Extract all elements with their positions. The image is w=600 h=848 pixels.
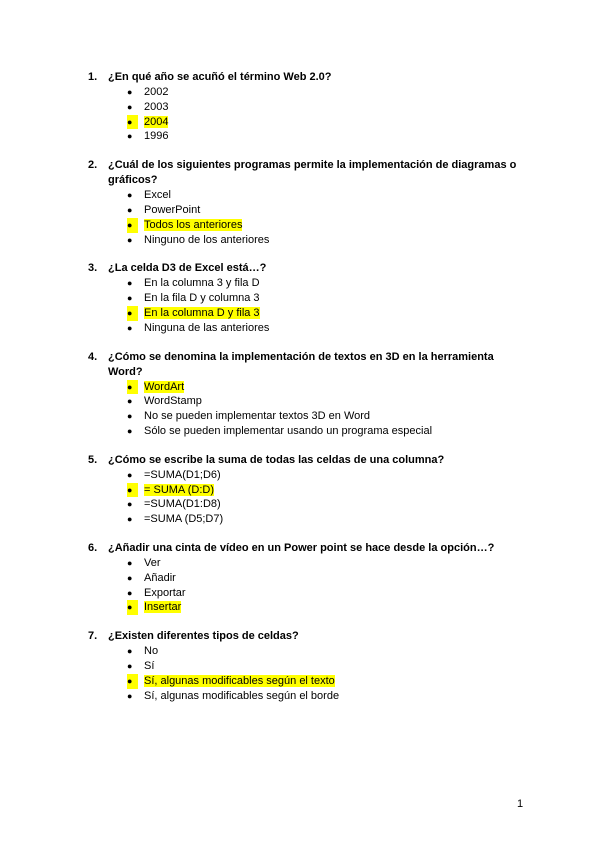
bullet-icon: ●: [127, 115, 138, 130]
bullet-icon: ●: [127, 278, 133, 289]
bullet-icon: ●: [127, 499, 133, 510]
answer-option: [0, 512, 600, 527]
bullet-icon: ●: [127, 514, 133, 525]
bullet-icon: ●: [127, 674, 138, 689]
answer-option-text: Sólo se pueden implementar usando un programa especial: [144, 424, 433, 437]
answer-option-highlighted: [0, 306, 600, 321]
bullet-icon: ●: [127, 101, 133, 112]
answer-option-text: Ninguna de las anteriores: [144, 321, 270, 334]
question-text: ¿Añadir una cinta de vídeo en un Power point se hace desde la opción…?: [108, 541, 495, 554]
answer-option-highlighted: [0, 380, 600, 395]
answer-option-text: Sí, algunas modificables según el borde: [144, 689, 340, 702]
question-text: ¿Existen diferentes tipos de celdas?: [108, 630, 299, 643]
bullet-icon: ●: [127, 557, 133, 568]
question-number: 7.: [88, 630, 98, 643]
answer-option: [0, 291, 600, 306]
question-4: [0, 350, 600, 439]
question-header: [0, 629, 600, 644]
question-text: ¿Cómo se denomina la implementación de textos en 3D en la herramienta Word?: [108, 350, 494, 378]
answer-option-text: 2003: [144, 100, 169, 113]
answer-option: [0, 689, 600, 704]
bullet-icon: ●: [127, 483, 138, 498]
answer-option-text: =SUMA (D5;D7): [144, 513, 224, 526]
answer-option-text: Ninguno de los anteriores: [144, 233, 270, 246]
bullet-icon: ●: [127, 131, 133, 142]
answer-option-text: En la columna D y fila 3: [144, 306, 260, 319]
answer-option: [0, 233, 600, 248]
answer-option: [0, 129, 600, 144]
bullet-icon: ●: [127, 587, 133, 598]
question-text: ¿La celda D3 de Excel está…?: [108, 262, 267, 275]
answer-option-highlighted: [0, 218, 600, 233]
answer-option-text: 1996: [144, 130, 169, 143]
bullet-icon: ●: [127, 234, 133, 245]
answer-option-text: = SUMA (D:D): [144, 483, 214, 496]
answer-options: [0, 276, 600, 335]
answer-option-text: WordArt: [144, 380, 185, 393]
bullet-icon: ●: [127, 411, 133, 422]
answer-option-text: No se pueden implementar textos 3D en Word: [144, 410, 371, 423]
answer-option: [0, 321, 600, 336]
question-number: 2.: [88, 159, 98, 172]
answer-option-text: =SUMA(D1:D8): [144, 498, 221, 511]
bullet-icon: ●: [127, 646, 133, 657]
question-header: [0, 541, 600, 556]
answer-option-highlighted: [0, 600, 600, 615]
answer-option-text: WordStamp: [144, 395, 202, 408]
bullet-icon: ●: [127, 322, 133, 333]
answer-options: [0, 468, 600, 527]
question-5: [0, 453, 600, 527]
bullet-icon: ●: [127, 396, 133, 407]
answer-option-highlighted: [0, 483, 600, 498]
answer-option: [0, 556, 600, 571]
question-header: [0, 453, 600, 468]
question-number: 6.: [88, 541, 98, 554]
page-number: 1: [517, 798, 524, 810]
question-number: 4.: [88, 350, 98, 363]
question-number: 5.: [88, 453, 98, 466]
question-text: ¿Cómo se escribe la suma de todas las celdas de una columna?: [108, 453, 445, 466]
question-6: [0, 541, 600, 615]
answer-option-text: 2002: [144, 86, 169, 98]
bullet-icon: ●: [127, 218, 138, 233]
answer-option-text: Añadir: [144, 571, 176, 584]
answer-option: [0, 644, 600, 659]
bullet-icon: ●: [127, 293, 133, 304]
question-3: [0, 261, 600, 335]
question-text: ¿Cuál de los siguientes programas permite la implementación de diagramas o gráficos?: [108, 159, 517, 187]
answer-option-text: =SUMA(D1;D6): [144, 468, 221, 481]
bullet-icon: ●: [127, 425, 133, 436]
answer-option: [0, 424, 600, 439]
answer-options: [0, 85, 600, 144]
answer-option-text: Ver: [144, 556, 161, 569]
question-header: [0, 261, 600, 276]
question-number: 1.: [88, 71, 98, 83]
answer-option-text: En la columna 3 y fila D: [144, 277, 260, 290]
answer-option-text: Exportar: [144, 586, 186, 599]
answer-option-text: Sí: [144, 659, 155, 672]
bullet-icon: ●: [127, 204, 133, 215]
answer-option: [0, 85, 600, 100]
answer-option: [0, 100, 600, 115]
bullet-icon: ●: [127, 660, 133, 671]
answer-options: [0, 380, 600, 439]
answer-options: [0, 556, 600, 615]
answer-option-text: PowerPoint: [144, 203, 201, 216]
answer-option: [0, 586, 600, 601]
answer-option: [0, 188, 600, 203]
question-2: [0, 158, 600, 247]
answer-option-text: No: [144, 645, 159, 658]
answer-option: [0, 468, 600, 483]
question-1: [0, 70, 600, 144]
answer-option-highlighted: [0, 115, 600, 130]
question-number: 3.: [88, 262, 98, 275]
answer-option-text: Todos los anteriores: [144, 218, 243, 231]
bullet-icon: ●: [127, 600, 138, 615]
bullet-icon: ●: [127, 380, 138, 395]
bullet-icon: ●: [127, 690, 133, 701]
answer-option-text: Excel: [144, 189, 171, 202]
answer-option: [0, 276, 600, 291]
answer-option-text: 2004: [144, 115, 169, 128]
answer-option: [0, 409, 600, 424]
answer-option-text: Sí, algunas modificables según el texto: [144, 674, 335, 687]
bullet-icon: ●: [127, 469, 133, 480]
question-header: [0, 350, 600, 380]
question-header: [0, 70, 600, 85]
bullet-icon: ●: [127, 190, 133, 201]
answer-option-text: En la fila D y columna 3: [144, 292, 260, 305]
answer-option: [0, 497, 600, 512]
answer-option: [0, 571, 600, 586]
answer-options: [0, 644, 600, 703]
question-list: [0, 70, 600, 717]
answer-option-text: Insertar: [144, 601, 182, 614]
bullet-icon: ●: [127, 87, 133, 97]
question-7: [0, 629, 600, 703]
answer-option-highlighted: [0, 674, 600, 689]
answer-options: [0, 188, 600, 247]
question-text: ¿En qué año se acuñó el término Web 2.0?: [108, 71, 332, 83]
answer-option: [0, 394, 600, 409]
answer-option: [0, 659, 600, 674]
answer-option: [0, 203, 600, 218]
question-header: [0, 158, 600, 188]
bullet-icon: ●: [127, 572, 133, 583]
bullet-icon: ●: [127, 306, 138, 321]
